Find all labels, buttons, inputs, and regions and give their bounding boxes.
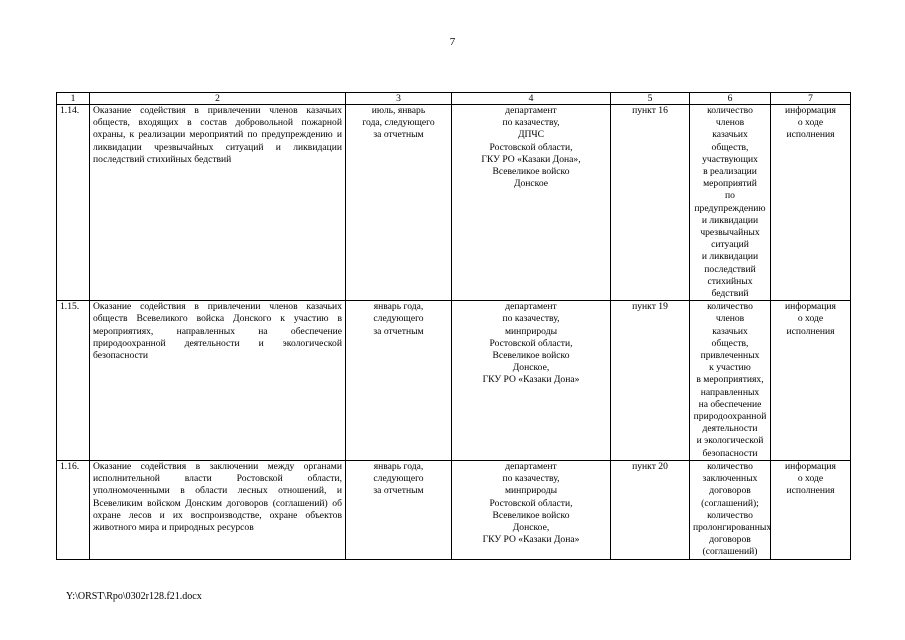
basis-cell: пункт 19	[611, 301, 690, 461]
indicator-cell-line: казачьих обществ,	[711, 129, 749, 153]
column-header-2: 2	[90, 93, 346, 105]
column-header-1: 1	[57, 93, 90, 105]
executor-cell	[452, 301, 611, 461]
term-cell-line: июль, январь	[371, 105, 426, 116]
basis-cell: пункт 16	[611, 105, 690, 301]
executor-cell-line: Донское	[513, 178, 549, 190]
report-cell-line: информация	[785, 301, 836, 313]
measure-text: Оказание содействия в привлечении членов казачьих обществ Всевеликого войска Донского к участию в мероприятиях, направленных на обеспечение природоохранной деятельности и экологической безопасности	[90, 301, 346, 461]
executor-cell-line: ГКУ РО «Казаки Дона»	[482, 374, 580, 386]
item-number: 1.14.	[57, 105, 90, 301]
term-cell-line: за отчетным	[373, 485, 424, 497]
report-cell	[771, 301, 851, 461]
indicator-cell-line: привлеченных	[700, 350, 760, 362]
indicator-cell-line: казачьих обществ,	[711, 325, 749, 349]
term-cell-line: за отчетным	[373, 129, 424, 141]
term-cell-line: года, следующего	[362, 117, 435, 129]
indicator-cell	[690, 301, 771, 461]
indicator-cell-line: направленных	[700, 386, 760, 398]
indicator-cell-line: и ликвидации	[701, 214, 759, 226]
executor-cell-line: минприроды	[504, 485, 558, 497]
executor-cell-line: Донское,	[512, 521, 550, 533]
report-cell	[771, 105, 851, 301]
report-cell-line: о ходе	[797, 117, 824, 129]
indicator-cell-line: заключенных	[702, 473, 758, 485]
executor-cell-line: по казачеству,	[502, 473, 560, 485]
report-cell-line: о ходе	[797, 313, 824, 325]
table-row	[57, 460, 851, 559]
executor-cell-line: Ростовской области,	[489, 337, 573, 349]
report-cell-line: информация	[785, 460, 836, 472]
measures-table	[56, 92, 851, 560]
indicator-cell-line: природоохранной	[693, 411, 767, 423]
executor-cell-line: Донское,	[512, 362, 550, 374]
indicator-cell-line: участвующих	[702, 153, 758, 165]
executor-cell-line: департамент	[505, 105, 557, 116]
executor-cell-line: Всевеликое войско	[492, 166, 570, 178]
indicator-cell-line: (соглашений);	[701, 497, 759, 509]
indicator-cell-line: к участию	[709, 362, 751, 374]
executor-cell-line: ГКУ РО «Казаки Дона»,	[481, 153, 581, 165]
executor-cell-line: по казачеству,	[502, 313, 560, 325]
report-cell	[771, 460, 851, 559]
executor-cell-line: по казачеству,	[502, 117, 560, 129]
table-row	[57, 105, 851, 301]
item-number: 1.16.	[57, 460, 90, 559]
table-body	[57, 105, 851, 560]
executor-cell	[452, 105, 611, 301]
item-number: 1.15.	[57, 301, 90, 461]
indicator-cell-line: последствий	[704, 263, 756, 275]
indicator-cell-line: безопасности	[702, 447, 758, 459]
indicator-cell-line: в мероприятиях,	[696, 374, 764, 386]
report-cell-line: исполнения	[786, 325, 835, 337]
table-row	[57, 301, 851, 461]
indicator-cell	[690, 105, 771, 301]
term-cell-line: январь года,	[373, 460, 424, 472]
indicator-cell-line: и экологической	[696, 435, 764, 447]
indicator-cell-line: договоров	[709, 485, 751, 497]
executor-cell-line: Всевеликое войско	[492, 509, 570, 521]
indicator-cell-line: количество	[707, 509, 753, 521]
term-cell-line: за отчетным	[373, 325, 424, 337]
table-header-row	[57, 93, 851, 105]
term-cell	[346, 105, 452, 301]
indicator-cell-line: (соглашений)	[702, 546, 758, 558]
term-cell-line: январь года,	[373, 301, 424, 313]
report-cell-line: информация	[785, 105, 836, 116]
report-cell-line: исполнения	[786, 485, 835, 497]
indicator-cell-line: по предупреждению	[694, 190, 766, 214]
column-header-7: 7	[771, 93, 851, 105]
column-header-6: 6	[690, 93, 771, 105]
indicator-cell-line: и ликвидации	[701, 251, 759, 263]
indicator-cell-line: мероприятий	[703, 178, 757, 190]
report-cell-line: о ходе	[797, 473, 824, 485]
executor-cell-line: Всевеликое войско	[492, 350, 570, 362]
executor-cell-line: минприроды	[504, 325, 558, 337]
basis-cell: пункт 20	[611, 460, 690, 559]
indicator-cell-line: ситуаций	[711, 239, 749, 251]
executor-cell-line: ДПЧС	[517, 129, 545, 141]
executor-cell-line: департамент	[505, 301, 557, 313]
term-cell-line: следующего	[373, 313, 424, 325]
executor-cell-line: Ростовской области,	[489, 141, 573, 153]
footer-file-path: Y:\ORST\Rpo\0302r128.f21.docx	[66, 591, 202, 602]
measure-text: Оказание содействия в заключении между органами исполнительной власти Ростовской области, уполномоченными в области лесных отношений, и Всевеликим войском Донским договоров (соглашений) об охране лесов и их воспроизводстве, охране объектов животного мира и природных ресурсов	[90, 460, 346, 559]
executor-cell	[452, 460, 611, 559]
measure-text: Оказание содействия в привлечении членов казачьих обществ, входящих в состав добровольной пожарной охраны, к реализации мероприятий по предупреждению и ликвидации чрезвычайных ситуаций и ликвидации последствий стихийных бедствий	[90, 105, 346, 301]
term-cell-line: следующего	[373, 473, 424, 485]
term-cell	[346, 460, 452, 559]
indicator-cell-line: договоров	[709, 534, 751, 546]
indicator-cell-line: количество	[707, 460, 753, 472]
executor-cell-line: ГКУ РО «Казаки Дона»	[482, 534, 580, 546]
column-header-5: 5	[611, 93, 690, 105]
indicator-cell	[690, 460, 771, 559]
indicator-cell-line: количество членов	[707, 105, 753, 129]
indicator-cell-line: на обеспечение	[698, 398, 762, 410]
report-cell-line: исполнения	[786, 129, 835, 141]
indicator-cell-line: количество членов	[707, 301, 753, 325]
indicator-cell-line: пролонгированных	[693, 521, 772, 533]
indicator-cell-line: стихийных бедствий	[707, 275, 753, 300]
indicator-cell-line: чрезвычайных	[700, 227, 760, 239]
indicator-cell-line: деятельности	[702, 423, 758, 435]
executor-cell-line: Ростовской области,	[489, 497, 573, 509]
page-number: 7	[449, 36, 456, 48]
column-header-3: 3	[346, 93, 452, 105]
executor-cell-line: департамент	[505, 460, 557, 472]
indicator-cell-line: в реализации	[703, 166, 757, 178]
column-header-4: 4	[452, 93, 611, 105]
term-cell	[346, 301, 452, 461]
